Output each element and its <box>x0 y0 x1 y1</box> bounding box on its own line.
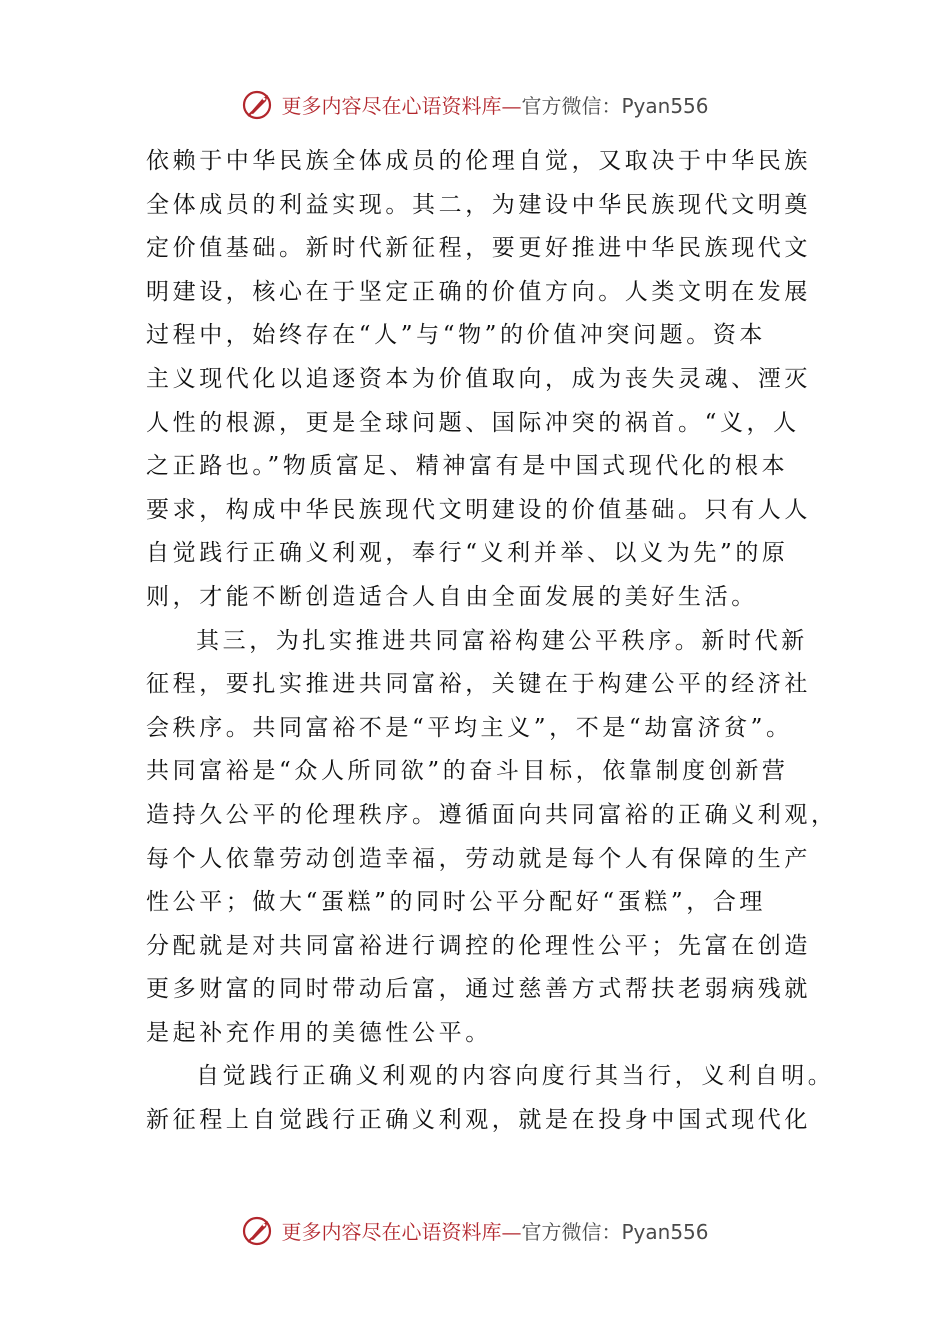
footer-watermark-banner <box>0 1210 950 1250</box>
text-line: 更多财富的同时带动后富，通过慈善方式帮扶老弱病残就 <box>146 976 811 1003</box>
text-line: 全体成员的利益实现。其二，为建设中华民族现代文明奠 <box>146 191 811 218</box>
text-line: 每个人依靠劳动创造幸福，劳动就是每个人有保障的生产 <box>146 845 811 872</box>
text-line: 要求，构成中华民族现代文明建设的价值基础。只有人人 <box>146 496 811 523</box>
text-line: 人性的根源，更是全球问题、国际冲突的祸首。“义，人 <box>146 409 800 436</box>
text-line: 依赖于中华民族全体成员的伦理自觉，又取决于中华民族 <box>146 148 811 174</box>
text-line: 新征程上自觉践行正确义利观，就是在投身中国式现代化 <box>146 1107 811 1134</box>
paragraph-start-line: 自觉践行正确义利观的内容向度行其当行，义利自明。 <box>196 1063 835 1090</box>
footer-banner-text <box>281 1216 708 1245</box>
footer-account: Pyan556 <box>621 1219 709 1244</box>
text-line: 定价值基础。新时代新征程，要更好推进中华民族现代文 <box>146 235 811 262</box>
pen-nib-logo-icon <box>241 1212 277 1248</box>
text-line: 则，才能不断创造适合人自由全面发展的美好生活。 <box>146 583 758 610</box>
text-line: 过程中，始终存在“人”与“物”的价值冲突问题。资本 <box>146 322 767 349</box>
text-line: 自觉践行正确义利观，奉行“义利并举、以义为先”的原 <box>146 540 789 567</box>
footer-dash: — <box>501 1219 522 1244</box>
text-line: 造持久公平的伦理秩序。遵循面向共同富裕的正确义利观， <box>146 801 838 828</box>
pen-nib-logo-icon <box>241 86 277 122</box>
text-line: 分配就是对共同富裕进行调控的伦理性公平；先富在创造 <box>146 932 811 959</box>
text-line: 征程，要扎实推进共同富裕，关键在于构建公平的经济社 <box>146 671 811 698</box>
text-line: 会秩序。共同富裕不是“平均主义”，不是“劫富济贫”。 <box>146 714 793 741</box>
header-watermark-banner <box>0 84 950 124</box>
text-line: 共同富裕是“众人所同欲”的奋斗目标，依靠制度创新营 <box>146 758 789 785</box>
footer-wechat-label: 官方微信： <box>521 1219 622 1244</box>
document-body <box>146 140 838 1143</box>
header-banner-text <box>281 90 708 119</box>
text-line: 是起补充作用的美德性公平。 <box>146 1019 492 1046</box>
footer-site-text: 更多内容尽在心语资料库 <box>281 1219 502 1244</box>
header-wechat-label: 官方微信： <box>521 93 622 118</box>
header-site-text: 更多内容尽在心语资料库 <box>281 93 502 118</box>
text-line: 主义现代化以追逐资本为价值取向，成为丧失灵魂、湮灭 <box>146 365 811 392</box>
text-line: 性公平；做大“蛋糕”的同时公平分配好“蛋糕”，合理 <box>146 889 767 916</box>
header-account: Pyan556 <box>621 93 709 118</box>
text-line: 明建设，核心在于坚定正确的价值方向。人类文明在发展 <box>146 278 811 305</box>
paragraph-start-line: 其三，为扎实推进共同富裕构建公平秩序。新时代新 <box>196 627 808 654</box>
header-dash: — <box>501 93 522 118</box>
text-line: 之正路也。”物质富足、精神富有是中国式现代化的根本 <box>146 453 789 480</box>
